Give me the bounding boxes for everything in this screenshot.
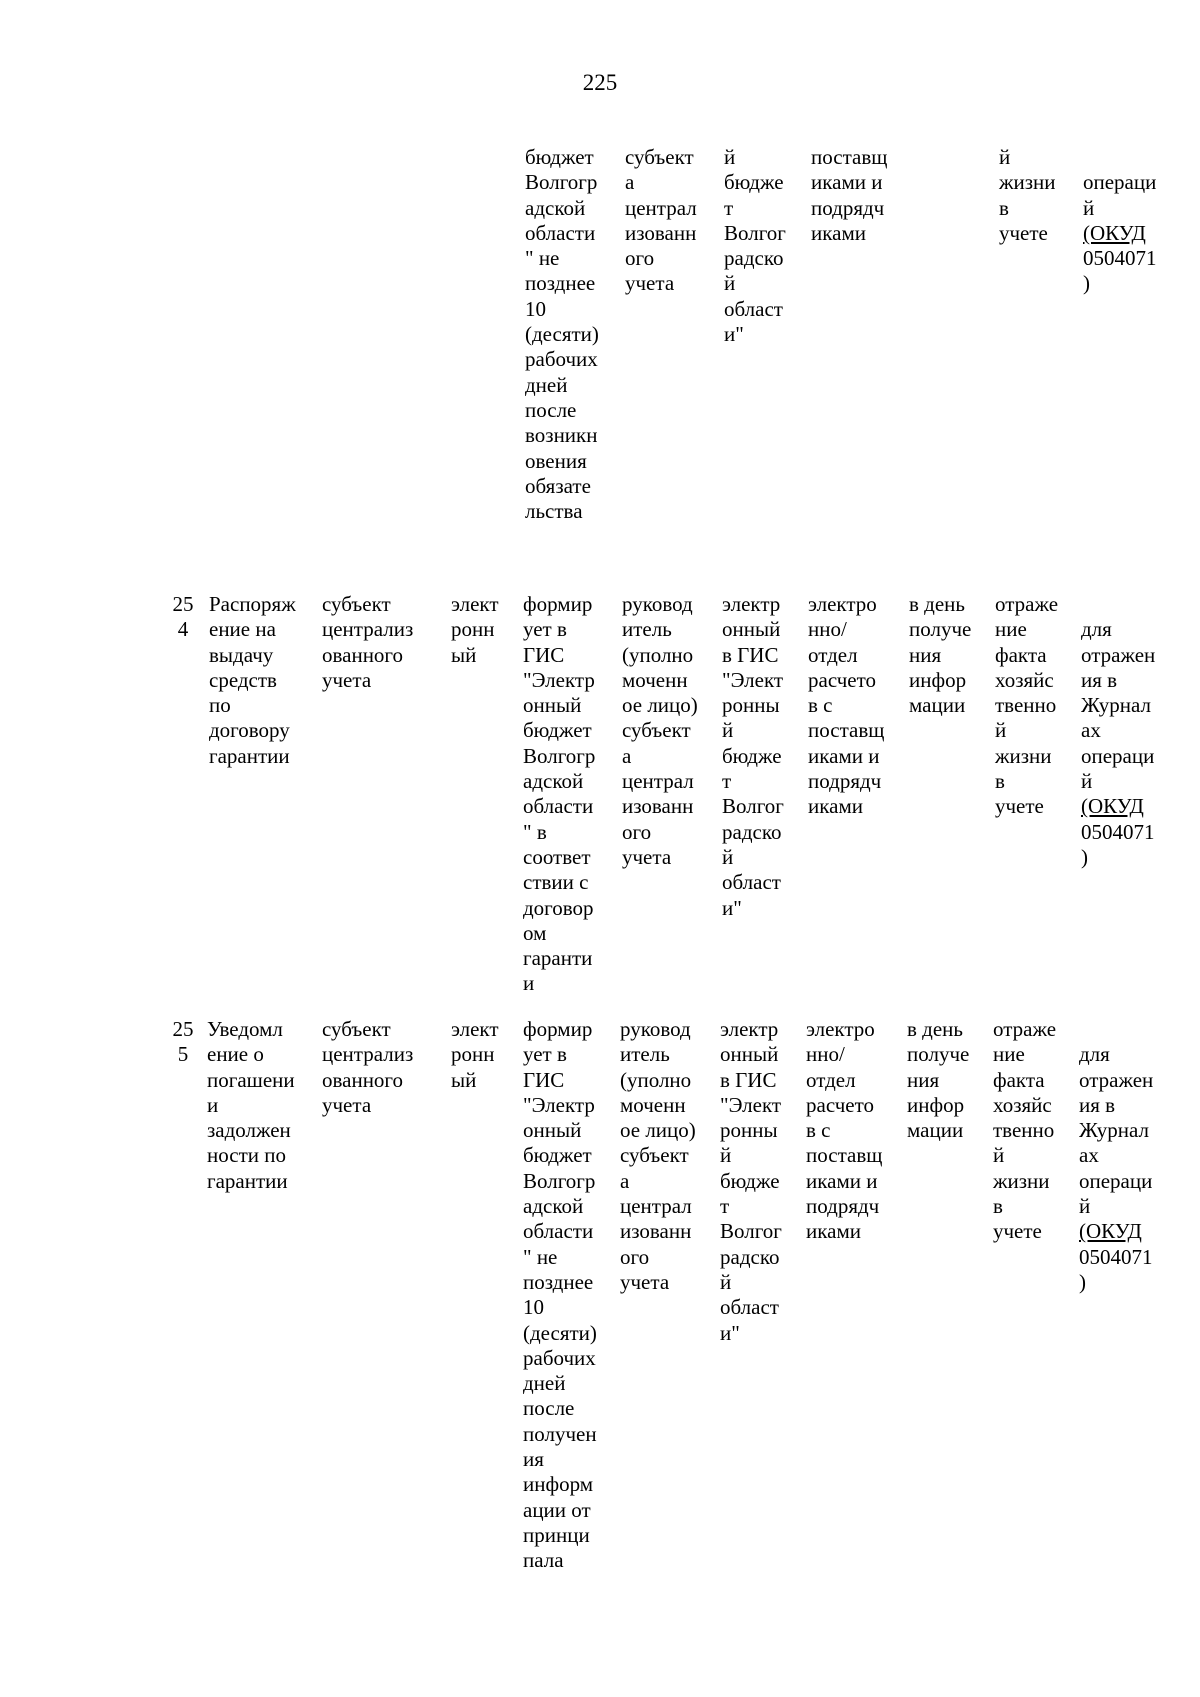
cell-purpose: отраже ние факта хозяйс твенно й жизни в учете xyxy=(995,592,1059,819)
cell-document-name: Уведомл ение о погашени и задолжен ности по гарантии xyxy=(207,1017,295,1193)
cell-deadline: в день получе ния инфор мации xyxy=(909,592,972,718)
okud-link[interactable]: (ОКУД xyxy=(1083,220,1146,245)
usage-prefix: операци й xyxy=(1083,170,1157,220)
cell-responsible: руковод итель (уполно моченн ое лицо) субъект а централ изованн ого учета xyxy=(620,1017,696,1294)
cell-system: электр онный в ГИС "Элект ронны й бюдже т Волгог радско й област и" xyxy=(720,1017,782,1345)
cell-participant: субъект централиз ованного учета xyxy=(322,592,414,692)
cell-procedure: формир ует в ГИС "Электр онный бюджет Волгогр адской области " в соответ ствии с договор ом гаранти и xyxy=(523,592,596,996)
cell-responsible: руковод итель (уполно моченн ое лицо) субъект а централ изованн ого учета xyxy=(622,592,698,869)
cell-method: поставщ иками и подрядч иками xyxy=(811,145,888,245)
cell-procedure: бюджет Волгогр адской области " не позднее 10 (десяти) рабочих дней после возникн овения обязате льства xyxy=(525,145,599,524)
cell-number: 25 5 xyxy=(172,1017,194,1067)
cell-purpose: отраже ние факта хозяйс твенно й жизни в учете xyxy=(993,1017,1057,1244)
usage-suffix: 0504071 ) xyxy=(1081,819,1155,869)
cell-system: электр онный в ГИС "Элект ронны й бюдже т Волгог радско й област и" xyxy=(722,592,784,920)
cell-usage xyxy=(1079,1017,1153,1295)
usage-prefix: для отражен ия в Журнал ах операци й xyxy=(1079,1042,1154,1219)
page-number: 225 xyxy=(582,70,618,95)
cell-method: электро нно/ отдел расчето в с поставщ иками и подрядч иками xyxy=(806,1017,883,1244)
usage-prefix: для отражен ия в Журнал ах операци й xyxy=(1081,617,1156,794)
cell-purpose: й жизни в учете xyxy=(999,145,1056,245)
cell-number: 25 4 xyxy=(172,592,194,642)
cell-responsible: субъект а централ изованн ого учета xyxy=(625,145,697,296)
cell-deadline: в день получе ния инфор мации xyxy=(907,1017,970,1143)
cell-form: элект ронн ый xyxy=(451,1017,499,1092)
cell-usage xyxy=(1083,145,1157,297)
okud-link[interactable]: (ОКУД xyxy=(1081,794,1144,819)
cell-participant: субъект централиз ованного учета xyxy=(322,1017,414,1117)
cell-document-name: Распоряж ение на выдачу средств по договору гарантии xyxy=(209,592,296,768)
cell-method: электро нно/ отдел расчето в с поставщ иками и подрядч иками xyxy=(808,592,885,819)
cell-usage xyxy=(1081,592,1155,870)
okud-link[interactable]: (ОКУД xyxy=(1079,1219,1142,1244)
cell-procedure: формир ует в ГИС "Электр онный бюджет Волгогр адской области " не позднее 10 (десяти) рабочих дней после получен ия информ ации от принци пала xyxy=(523,1017,597,1573)
cell-system: й бюдже т Волгог радско й област и" xyxy=(724,145,786,347)
usage-suffix: 0504071 ) xyxy=(1079,1244,1153,1294)
usage-suffix: 0504071 ) xyxy=(1083,246,1157,296)
cell-form: элект ронн ый xyxy=(451,592,499,667)
